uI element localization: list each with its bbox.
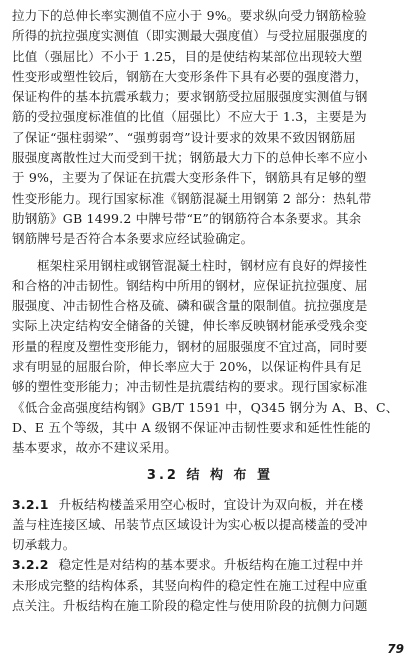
text-line: 保证构件的基本抗震承载力；要求钢筋受拉屈服强度实测值与钢 (12, 89, 368, 105)
text-line: 所得的抗拉强度实测值（即实测最大强度值）与受拉屈服强度的 (12, 28, 368, 44)
text-line: 基本要求，故亦不建议采用。 (12, 440, 178, 456)
clause-3-2-1 (12, 495, 408, 556)
clause-first-line (12, 495, 408, 515)
text-line: 未形成完整的结构体系，其竖向构件的稳定性在施工过程中应重 (12, 577, 368, 593)
text-line: 够的塑性变形能力；冲击韧性是抗震结构的要求。现行国家标准 (12, 379, 368, 395)
text-line: 服强度离散性过大而受到干扰；钢筋最大力下的总伸长率不应小 (12, 150, 368, 166)
text-line: 于 9%，主要为了保证在抗震大变形条件下，钢筋具有足够的塑 (12, 170, 367, 186)
text-line: 实际上决定结构安全储备的关键，伸长率反映钢材能承受残余变 (12, 318, 368, 334)
text-line: D、E 五个等级，其中 A 级钢不保证冲击韧性要求和延性性能的 (12, 419, 371, 435)
clause-first-line (12, 555, 408, 575)
text-line: 点关注。升板结构在施工阶段的稳定性与使用阶段的抗侧力问题 (12, 598, 368, 614)
clause-text: 稳定性是对结构的基本要求。升板结构在施工过程中并 (58, 557, 364, 573)
paragraph-steel-columns (12, 256, 408, 459)
page-number: 79 (387, 642, 404, 656)
text-line: 拉力下的总伸长率实测值不应小于 9%。要求纵向受力钢筋检验 (12, 8, 367, 23)
clause-number: 3.2.2 (12, 557, 49, 573)
section-heading: 3.2 结 构 布 置 (146, 467, 274, 483)
text-line: 钢筋牌号是否符合本条要求应经试验确定。 (12, 231, 254, 247)
text-line: 性变形能力。现行国家标准《钢筋混凝土用钢第 2 部分：热轧带 (12, 190, 372, 206)
text-line: 和合格的冲击韧性。钢结构中所用的钢材，应保证抗拉强度、屈 (12, 277, 368, 293)
text-line: 切承载力。 (12, 537, 76, 553)
document-page (12, 6, 408, 616)
clause-3-2-2 (12, 555, 408, 616)
text-line: 肋钢筋》GB 1499.2 中牌号带“E”的钢筋符合本条要求。其余 (12, 210, 362, 226)
clause-text: 升板结构楼盖采用空心板时，宜设计为双向板，并在楼 (58, 496, 364, 512)
text-line: 性变形或塑性铰后，钢筋在大变形条件下具有必要的强度潜力， (12, 68, 368, 84)
text-line: 服强度、冲击韧性合格及硫、磷和碳含量的限制值。抗拉强度是 (12, 298, 368, 314)
text-line: 形量的程度及塑性变形能力，钢材的屈服强度不宜过高，同时要 (12, 338, 368, 354)
text-line: 盖与柱连接区域、吊装节点区域设计为实心板以提高楼盖的受冲 (12, 516, 368, 532)
text-line: 框架柱采用钢柱或钢管混凝土柱时，钢材应有良好的焊接性 (37, 257, 368, 273)
text-line: 比值（强屈比）不小于 1.25，目的是使结构某部位出现较大塑 (12, 48, 363, 64)
paragraph-rebar-requirements (12, 6, 408, 250)
clause-number: 3.2.1 (12, 496, 49, 512)
text-line: 筋的受拉强度标准值的比值（屈强比）不应大于 1.3，主要是为 (12, 109, 367, 125)
text-line: 了保证“强柱弱梁”、“强剪弱弯”设计要求的效果不致因钢筋屈 (12, 129, 356, 145)
text-line: 求有明显的屈服台阶，伸长率应大于 20%，以保证构件具有足 (12, 359, 363, 375)
text-line: 《低合金高强度结构钢》GB/T 1591 中，Q345 钢分为 A、B、C、 (12, 399, 399, 415)
